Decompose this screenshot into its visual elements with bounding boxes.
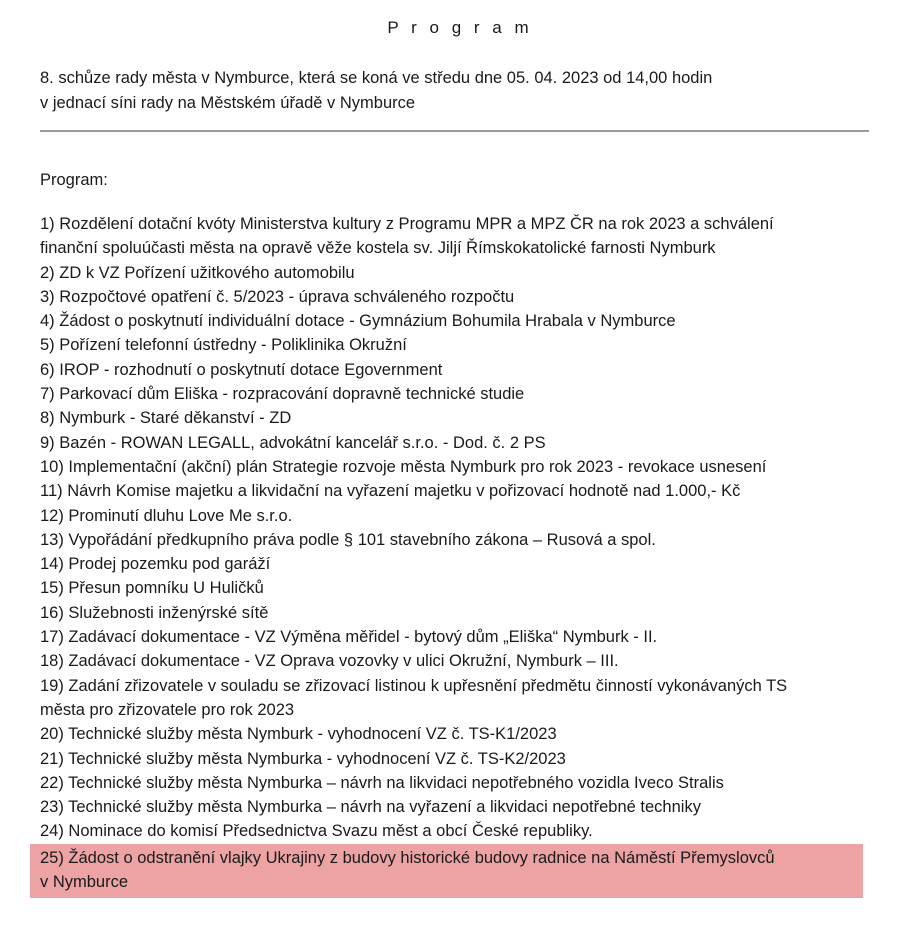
document-title: P r o g r a m: [387, 18, 533, 37]
agenda-item: 23) Technické služby města Nymburka – návrh na vyřazení a likvidaci nepotřebné techniky: [40, 798, 701, 817]
agenda-item: 6) IROP - rozhodnutí o poskytnutí dotace Egovernment: [40, 360, 443, 379]
agenda-item: 16) Služebnosti inženýrské sítě: [40, 603, 269, 622]
agenda-item: 11) Návrh Komise majetku a likvidační na vyřazení majetku v pořizovací hodnotě nad 1.000,- Kč: [40, 482, 741, 501]
agenda-item: 2) ZD k VZ Pořízení užitkového automobilu: [40, 263, 355, 282]
agenda-item: 19) Zadání zřizovatele v souladu se zřizovací listinou k upřesnění předmětu činností vykonávaných TS města pro zřizovatele pro rok 2023: [40, 676, 788, 719]
meeting-intro-line-1: 8. schůze rady města v Nymburce, která se koná ve středu dne 05. 04. 2023 od 14,00 hodin: [40, 69, 713, 87]
agenda-item: 10) Implementační (akční) plán Strategie rozvoje města Nymburk pro rok 2023 - revokace usnesení: [40, 457, 767, 476]
agenda-list: [40, 212, 892, 898]
agenda-item: 14) Prodej pozemku pod garáží: [40, 555, 271, 574]
agenda-item: 3) Rozpočtové opatření č. 5/2023 - úprava schváleného rozpočtu: [40, 287, 515, 306]
agenda-item: 9) Bazén - ROWAN LEGALL, advokátní kancelář s.r.o. - Dod. č. 2 PS: [40, 433, 546, 452]
agenda-item: 24) Nominace do komisí Předsednictva Svazu měst a obcí České republiky.: [40, 822, 593, 841]
agenda-item: 18) Zadávací dokumentace - VZ Oprava vozovky v ulici Okružní, Nymburk – III.: [40, 652, 619, 671]
agenda-item: 5) Pořízení telefonní ústředny - Poliklinika Okružní: [40, 336, 407, 355]
agenda-item: 15) Přesun pomníku U Huličků: [40, 579, 264, 598]
agenda-item: 21) Technické služby města Nymburka - vyhodnocení VZ č. TS-K2/2023: [40, 749, 566, 768]
agenda-item: 13) Vypořádání předkupního práva podle § 101 stavebního zákona – Rusová a spol.: [40, 530, 656, 549]
agenda-item: 17) Zadávací dokumentace - VZ Výměna měřidel - bytový dům „Eliška“ Nymburk - II.: [40, 628, 658, 647]
meeting-intro-line-2: v jednací síni rady na Městském úřadě v Nymburce: [40, 94, 416, 112]
agenda-item: 20) Technické služby města Nymburk - vyhodnocení VZ č. TS-K1/2023: [40, 725, 557, 744]
agenda-item: 8) Nymburk - Staré děkanství - ZD: [40, 409, 292, 428]
meeting-intro: [40, 66, 900, 116]
agenda-item: 4) Žádost o poskytnutí individuální dotace - Gymnázium Bohumila Hrabala v Nymburce: [40, 312, 676, 331]
horizontal-divider: [40, 130, 869, 132]
program-heading: Program:: [40, 171, 108, 189]
agenda-item: 7) Parkovací dům Eliška - rozpracování dopravně technické studie: [40, 385, 525, 404]
agenda-item: 22) Technické služby města Nymburka – návrh na likvidaci nepotřebného vozidla Iveco Stralis: [40, 773, 724, 792]
agenda-item-highlighted: 25) Žádost o odstranění vlajky Ukrajiny z budovy historické budovy radnice na Náměstí Přemyslovců v Nymburce: [30, 844, 863, 899]
agenda-item: 1) Rozdělení dotační kvóty Ministerstva kultury z Programu MPR a MPZ ČR na rok 2023 a schválení finanční spoluúčasti města na opravě věže kostela sv. Jiljí Římskokatolické farnosti Nymburk: [40, 215, 774, 258]
agenda-item: 12) Prominutí dluhu Love Me s.r.o.: [40, 506, 293, 525]
